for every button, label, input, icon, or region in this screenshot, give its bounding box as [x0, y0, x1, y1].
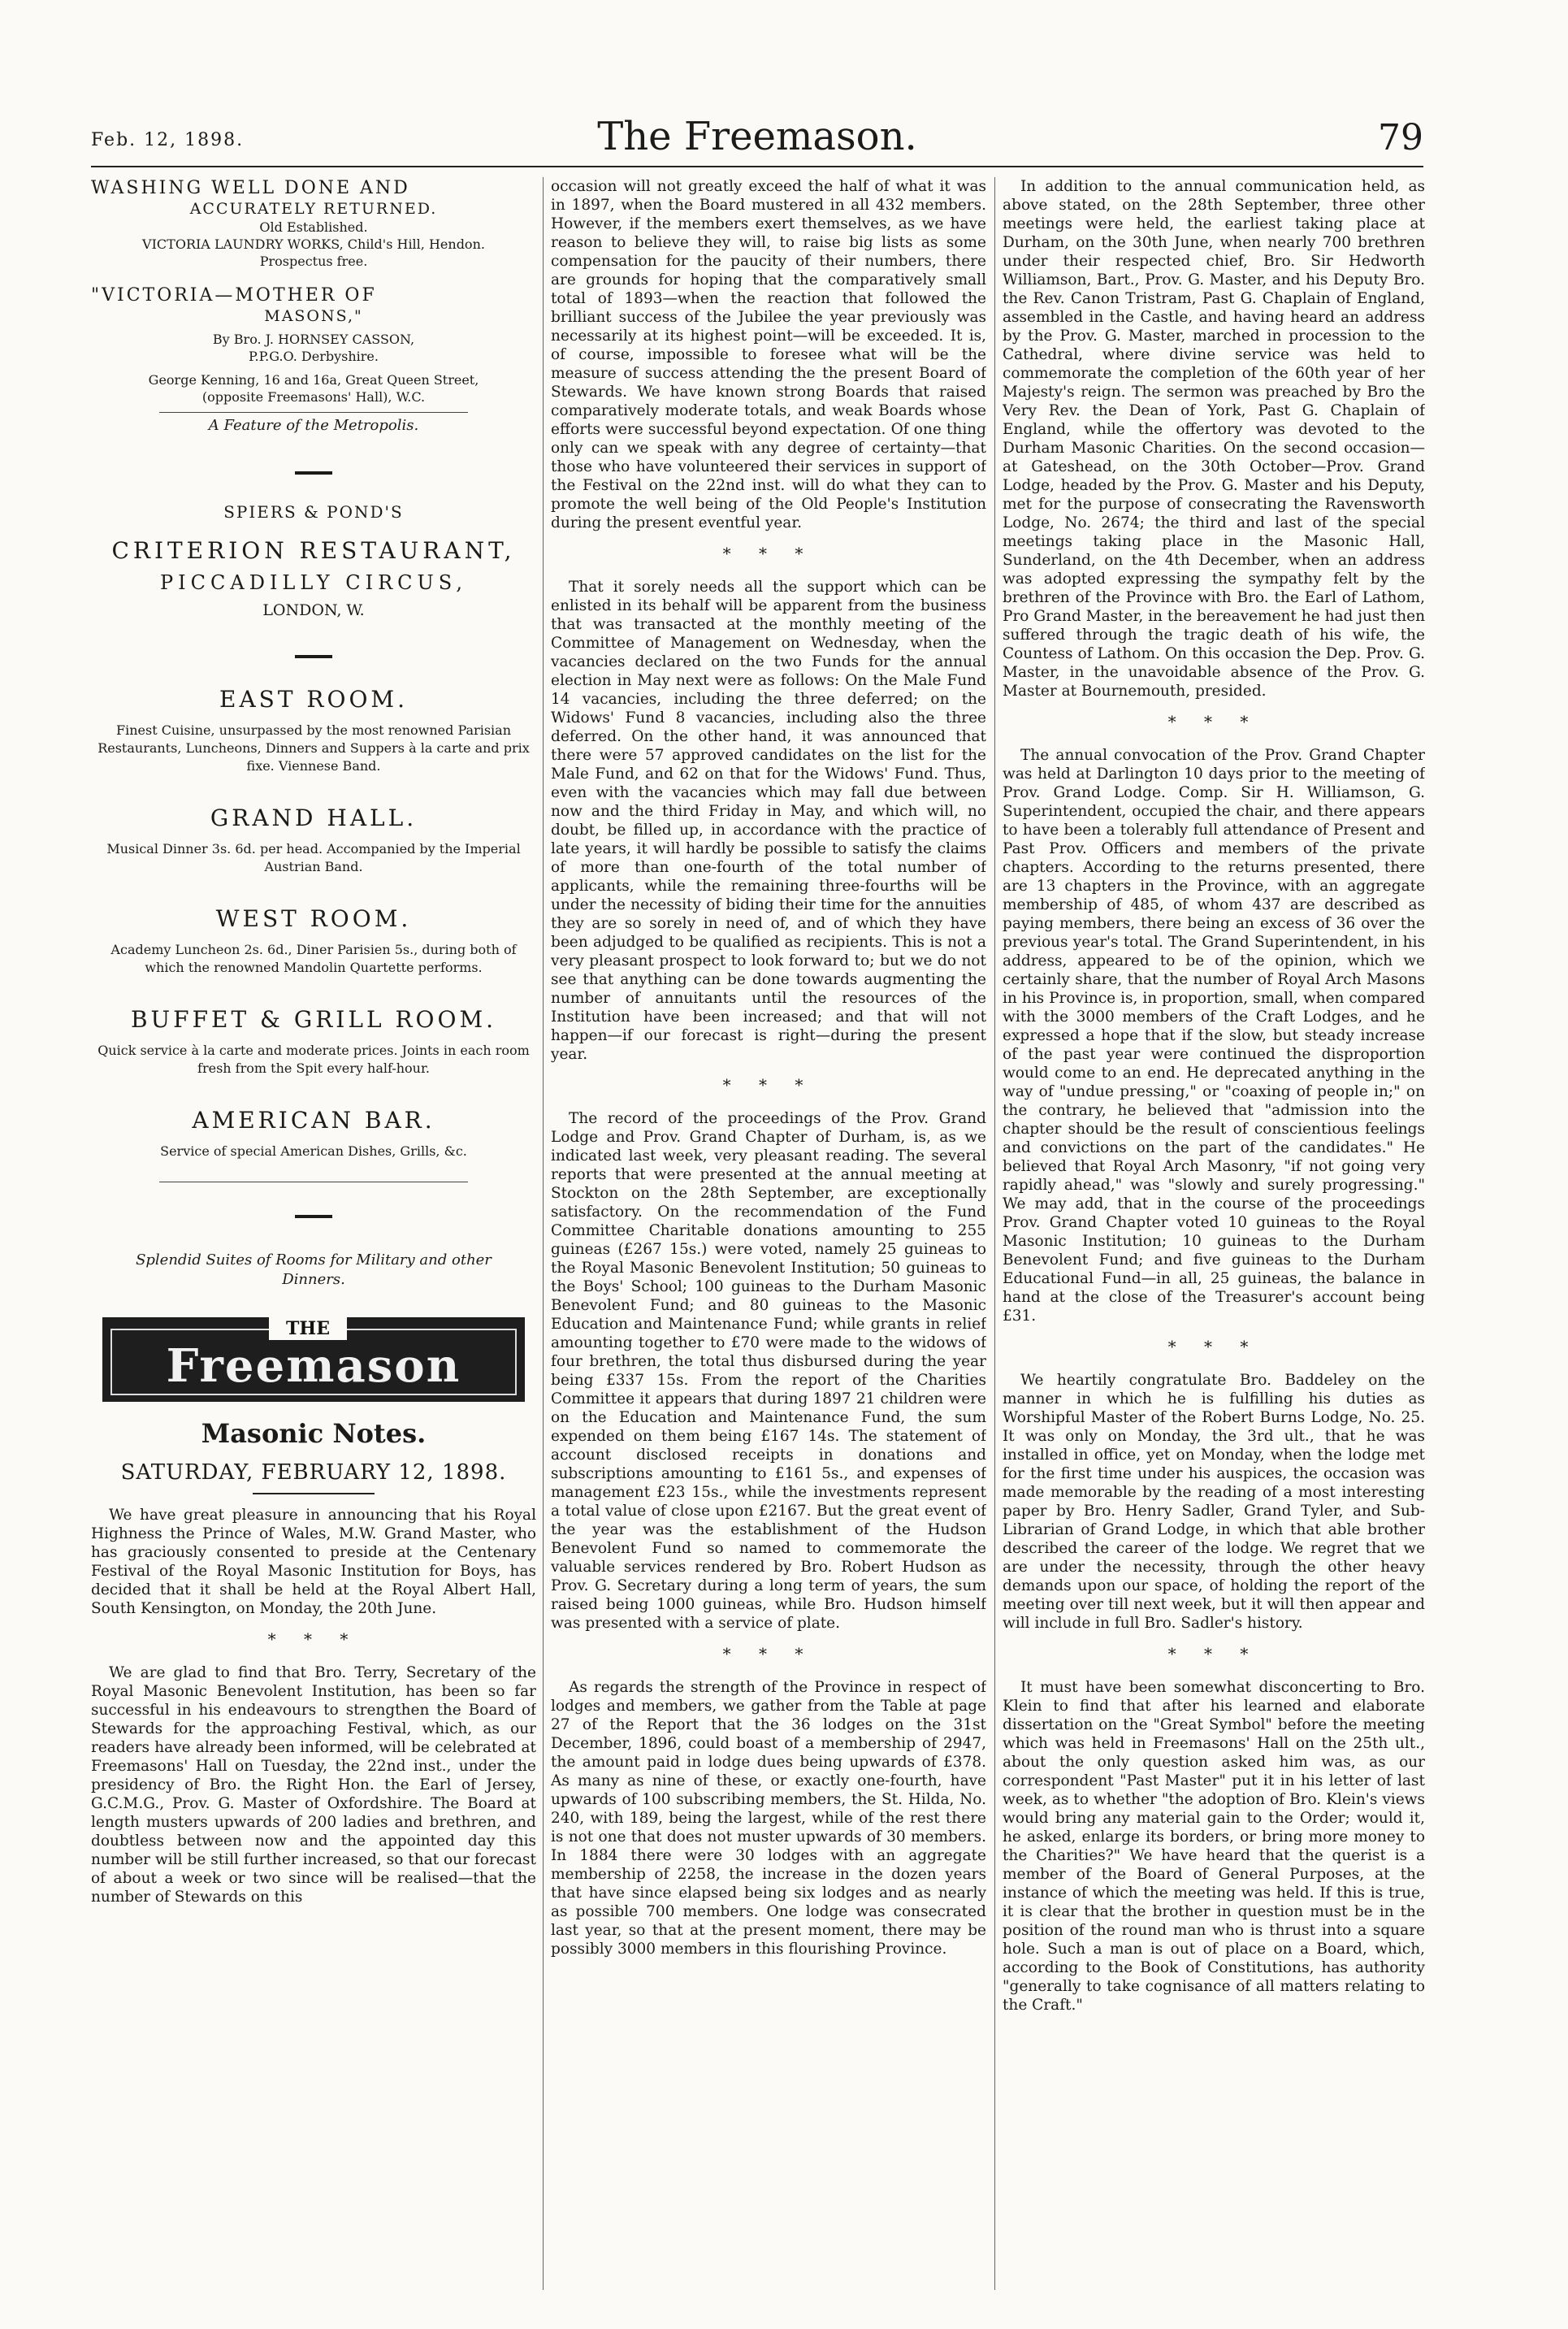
article-paragraph: It must have been somewhat disconcerting to Bro. Klein to find that after his learned and elaborate dissertation on the "Great Symbol" before the meeting which was held in Freemasons' Hall on the 25th ult., about the only question asked him was, as our correspondent "Past Master" put it in his letter of last week, as to whether "the adoption of Bro. Klein's views would bring any material gain to the Order; would it, he asked, enlarge its borders, or bring more money to the Charities?" We have heard that the querist is a member of the Board of General Purposes, at the instance of which the meeting was held. If this is true, it is clear that the brother in question must be in the position of the round man who is thrust into a square hole. Such a man is out of place on a Board, which, according to the Book of Constitutions, has authority "generally to take cognisance of all matters relating to the Craft." [1003, 1679, 1425, 2014]
room-name: GRAND HALL. [210, 805, 418, 831]
section-stars: * * * [722, 1644, 815, 1663]
book-advert [91, 284, 536, 436]
book-publisher: George Kenning, 16 and 16a, Great Queen Street, [148, 372, 479, 388]
issue-date: Feb. 12, 1898. [91, 130, 245, 150]
room-description: Service of special American Dishes, Grills, &c. [160, 1143, 467, 1159]
column-divider [994, 177, 995, 2290]
masthead-rule [91, 166, 1423, 167]
article-paragraph: The record of the proceedings of the Prov. Grand Lodge and Prov. Grand Chapter of Durham, is, as we indicated last week, very pleasant reading. The several reports that were presented at the annual meeting at Stockton on the 28th September, are exceptionally satisfactory. On the recommendation of the Fund Committee Charitable donations amounting to 255 guineas (£267 15s.) were voted, namely 25 guineas to the Royal Masonic Benevolent Institution; 50 guineas to the Boys' School; 100 guineas to the Durham Masonic Benevolent Fund; and 80 guineas to the Masonic Education and Maintenance Fund; while grants in relief amounting together to £70 were made to the widows of four brethren, the total thus disbursed during the year being £337 15s. From the report of the Charities Committee it appears that during 1897 21 children were on the Education and Maintenance Fund, the sum expended on them being £167 14s. The statement of account disclosed receipts in donations and subscriptions amounting to £161 5s., and expenses of management £23 15s., while the investments represent a total value of close upon £2167. But the great event of the year was the establishment of the Hudson Benevolent Fund so named to commemorate the valuable services rendered by Bro. Robert Hudson as Prov. G. Secretary during a long term of years, the sum raised being 1000 guineas, while Bro. Hudson himself was presented with a service of plate. [551, 1110, 986, 1632]
article-paragraph: The annual convocation of the Prov. Grand Chapter was held at Darlington 10 days prior to the meeting of Prov. Grand Lodge. Comp. Sir H. Williamson, G. Superintendent, occupied the chair, and there appears to have been a tolerably full attendance of Present and Past Prov. Officers and members of the private chapters. According to the returns presented, there are 13 chapters in the Province, with an aggregate membership of 485, of whom 437 are described as paying members, there being an excess of 36 over the previous year's total. The Grand Superintendent, in his address, appeared to be of the opinion, which we certainly share, that the number of Royal Arch Masons in his Province is, in proportion, small, when compared with the 3000 members of the Craft Lodges, and he expressed a hope that if the slow, but steady increase of the past year were continued the disproportion would come to an end. He deprecated anything in the way of "undue pressing," or "coaxing of people in;" on the contrary, he believed that "admission into the chapter should be the result of conscientious feelings and convictions on the part of the candidates." He believed that Royal Arch Masonry, "if not going very rapidly ahead," was "slowly and surely progressing." We may add, that in the course of the proceedings Prov. Grand Chapter voted 10 guineas to the Royal Masonic Institution; 10 guineas to the Durham Benevolent Fund; and five guineas to the Durham Educational Fund—in all, 25 guineas, the balance in hand at the close of the Treasurer's account being £31. [1003, 747, 1425, 1325]
article-paragraph: occasion will not greatly exceed the half of what it was in 1897, when the Board mustered in all 432 members. However, if the members exert themselves, as we have reason to believe they will, to raise big lists as some compensation for the paucity of their numbers, there are grounds for hoping that the comparatively small total of 1893—when the reaction that followed the brilliant success of the Jubilee the year previously was necessarily at its highest point—will be exceeded. It is, of course, impossible to foresee what will be the measure of success attending the the present Board of Stewards. We have known strong Boards that raised comparatively moderate totals, and weak Boards whose efforts were successful beyond expectation. Of one thing only can we speak with any degree of certainty—that those who have volunteered their services in support of the Festival on the 22nd inst. will do what they can to promote the well being of the Old People's Institution during the present eventful year. [551, 178, 986, 531]
room-name: WEST ROOM. [215, 905, 412, 932]
article-paragraph: We are glad to find that Bro. Terry, Secretary of the Royal Masonic Benevolent Institution, has been so far successful in his endeavours to strengthen the Board of Stewards for the approaching Festival, which, as our readers have already been informed, will be celebrated at Freemasons' Hall on Tuesday, the 22nd inst., under the presidency of Bro. the Right Hon. the Earl of Jersey, G.C.M.G., Prov. G. Master of Oxfordshire. The Board at length musters upwards of 200 ladies and brethren, and doubtless between now and the appointed day this number will be still further increased, so that our forecast of about a week or two since will be realised—that the number of Stewards on this [91, 1664, 536, 1906]
book-headline: "VICTORIA—MOTHER OF [91, 285, 377, 306]
section-rule [295, 655, 332, 658]
suites-tagline: Splendid Suites of Rooms for Military and other Dinners. [136, 1251, 492, 1288]
restaurant-location: PICCADILLY CIRCUS, [160, 571, 467, 594]
section-stars: * * * [722, 544, 815, 563]
column-3 [1003, 177, 1425, 2306]
room-description: Academy Luncheon 2s. 6d., Diner Parisien 5s., during both of which the renowned Mandolin Quartette performs. [110, 942, 517, 975]
book-author-title: P.P.G.O. Derbyshire. [249, 349, 379, 364]
book-author: By Bro. J. HORNSEY CASSON, [212, 332, 415, 347]
restaurant-owner: SPIERS & POND'S [223, 502, 404, 522]
laundry-headline-line2: ACCURATELY RETURNED. [189, 200, 438, 218]
section-stars: * * * [1167, 712, 1260, 731]
laundry-established: Old Established. [259, 219, 368, 235]
masthead [91, 112, 1423, 161]
logo-wordmark: Freemason [166, 1339, 461, 1393]
column-2 [551, 177, 986, 2306]
restaurant-advert [91, 502, 536, 1290]
section-stars: * * * [267, 1629, 360, 1649]
section-title: Masonic Notes. [201, 1418, 427, 1449]
laundry-advert [91, 177, 536, 270]
feature-tagline: A Feature of the Metropolis. [208, 417, 419, 434]
room-name: EAST ROOM. [219, 686, 408, 713]
column-1 [91, 177, 536, 2306]
article-paragraph: As regards the strength of the Province in respect of lodges and members, we gather from the Table at page 27 of the Report that the 36 lodges on the 31st December, 1896, could boast of a membership of 2947, the amount paid in lodge dues being upwards of £378. As many as nine of these, or exactly one-fourth, have upwards of 100 subscribing members, the St. Hilda, No. 240, with 189, being the largest, while of the rest there is not one that does not muster upwards of 30 members. In 1884 there were 30 lodges with an aggregate membership of 2258, the increase in the dozen years that have since elapsed being six lodges and as nearly as possible 700 members. One lodge was consecrated last year, so that at the present moment, there may be possibly 3000 members in this flourishing Province. [551, 1679, 986, 1958]
book-publisher-note: (opposite Freemasons' Hall), W.C. [201, 389, 426, 405]
book-headline-line2: MASONS," [264, 307, 363, 325]
logo-the: THE [269, 1317, 347, 1340]
laundry-address: VICTORIA LAUNDRY WORKS, Child's Hill, Hendon. [142, 236, 485, 252]
section-stars: * * * [722, 1075, 815, 1095]
restaurant-city: LONDON, W. [262, 601, 365, 619]
article-paragraph: That it sorely needs all the support which can be enlisted in its behalf will be apparent from the business that was transacted at the monthly meeting of the Committee of Management on Wednesday, when the vacancies declared on the two Funds for the annual election in May next were as follows: On the Male Fund 14 vacancies, including the three deferred; on the Widows' Fund 8 vacancies, including also the three deferred. On the other hand, it was announced that there were 57 approved candidates on the list for the Male Fund, and 62 on that for the Widows' Fund. Thus, even with the vacancies which may fall due between now and the third Friday in May, and which will, no doubt, be filled up, in accordance with the practice of late years, it will hardly be possible to satisfy the claims of more than one-fourth of the total number of applicants, while the remaining three-fourths will be under the necessity of biding their time for the annuities they are so sorely in need of, and of which they have been adjudged to be qualified as recipients. This is not a very pleasant prospect to look forward to; but we do not see that anything can be done towards augmenting the number of annuitants until the resources of the Institution have been increased; and that will not happen—if our forecast is right—during the present year. [551, 579, 986, 1063]
room-description: Musical Dinner 3s. 6d. per head. Accompanied by the Imperial Austrian Band. [106, 841, 521, 874]
dateline-rule [253, 1493, 375, 1494]
publication-title: The Freemason. [597, 114, 917, 159]
room-description: Finest Cuisine, unsurpassed by the most renowned Parisian Restaurants, Luncheons, Dinners and Suppers à la carte and prix fixe. Viennese Band. [97, 722, 530, 774]
section-rule [295, 1215, 332, 1218]
article-paragraph: We heartily congratulate Bro. Baddeley on the manner in which he is fulfilling his duties as Worshipful Master of the Robert Burns Lodge, No. 25. It was only on Monday, the 3rd ult., that he was installed in office, yet on Monday, when the lodge met for the first time under his auspices, the occasion was made memorable by the reading of a most interesting paper by Bro. Henry Sadler, Grand Tyler, and Sub-Librarian of Grand Lodge, in which that able brother described the career of the lodge. We regret that we are under the necessity, through the other heavy demands upon our space, of holding the report of the meeting over till next week, but it will then appear and will include in full Bro. Sadler's history. [1003, 1372, 1425, 1632]
freemason-logo [102, 1317, 525, 1402]
article-paragraph: In addition to the annual communication held, as above stated, on the 28th September, three other meetings were held, the earliest taking place at Durham, on the 30th June, when nearly 700 brethren under their respected chief, Bro. Sir Hedworth Williamson, Bart., Prov. G. Master, and his Deputy Bro. the Rev. Canon Tristram, Past G. Chaplain of England, assembled in the Castle, and having heard an address by the Prov. G. Master, marched in procession to the Cathedral, where divine service was held to commemorate the completion of the 60th year of her Majesty's reign. The sermon was preached by Bro the Very Rev. the Dean of York, Past G. Chaplain of England, while the offertory was devoted to the Durham Masonic Charities. On the second occasion—at Gateshead, on the 30th October—Prov. Grand Lodge, headed by the Prov. G. Master and his Deputy, met for the purpose of consecrating the Ravensworth Lodge, No. 2674; the third and last of the special meetings taking place in the Masonic Hall, Sunderland, on the 4th December, when an address was adopted expressing the sympathy felt by the brethren of the Province with Bro. the Earl of Lathom, Pro Grand Master, in the bereavement he had just then suffered through the tragic death of his wife, the Countess of Lathom. On this occasion the Dep. Prov. G. Master, in the unavoidable absence of the Prov. G. Master at Bournemouth, presided. [1003, 178, 1425, 700]
section-rule [295, 471, 332, 475]
laundry-headline: WASHING WELL DONE AND [91, 178, 410, 198]
section-stars: * * * [1167, 1337, 1260, 1356]
advert-rule [159, 412, 468, 413]
section-dateline: SATURDAY, FEBRUARY 12, 1898. [120, 1460, 507, 1485]
column-divider [543, 177, 544, 2290]
room-name: BUFFET & GRILL ROOM. [130, 1006, 497, 1033]
page-number: 79 [1378, 117, 1423, 158]
room-name: AMERICAN BAR. [192, 1107, 435, 1134]
article-paragraph: We have great pleasure in announcing that his Royal Highness the Prince of Wales, M.W. Grand Master, who has graciously consented to preside at the Centenary Festival of the Royal Masonic Institution for Boys, has decided that it shall be held at the Royal Albert Hall, South Kensington, on Monday, the 20th June. [91, 1507, 536, 1617]
laundry-prospectus: Prospectus free. [259, 254, 368, 269]
restaurant-name: CRITERION RESTAURANT, [111, 537, 516, 564]
section-stars: * * * [1167, 1644, 1260, 1663]
room-description: Quick service à la carte and moderate prices. Joints in each room fresh from the Spit every half-hour. [97, 1043, 530, 1076]
